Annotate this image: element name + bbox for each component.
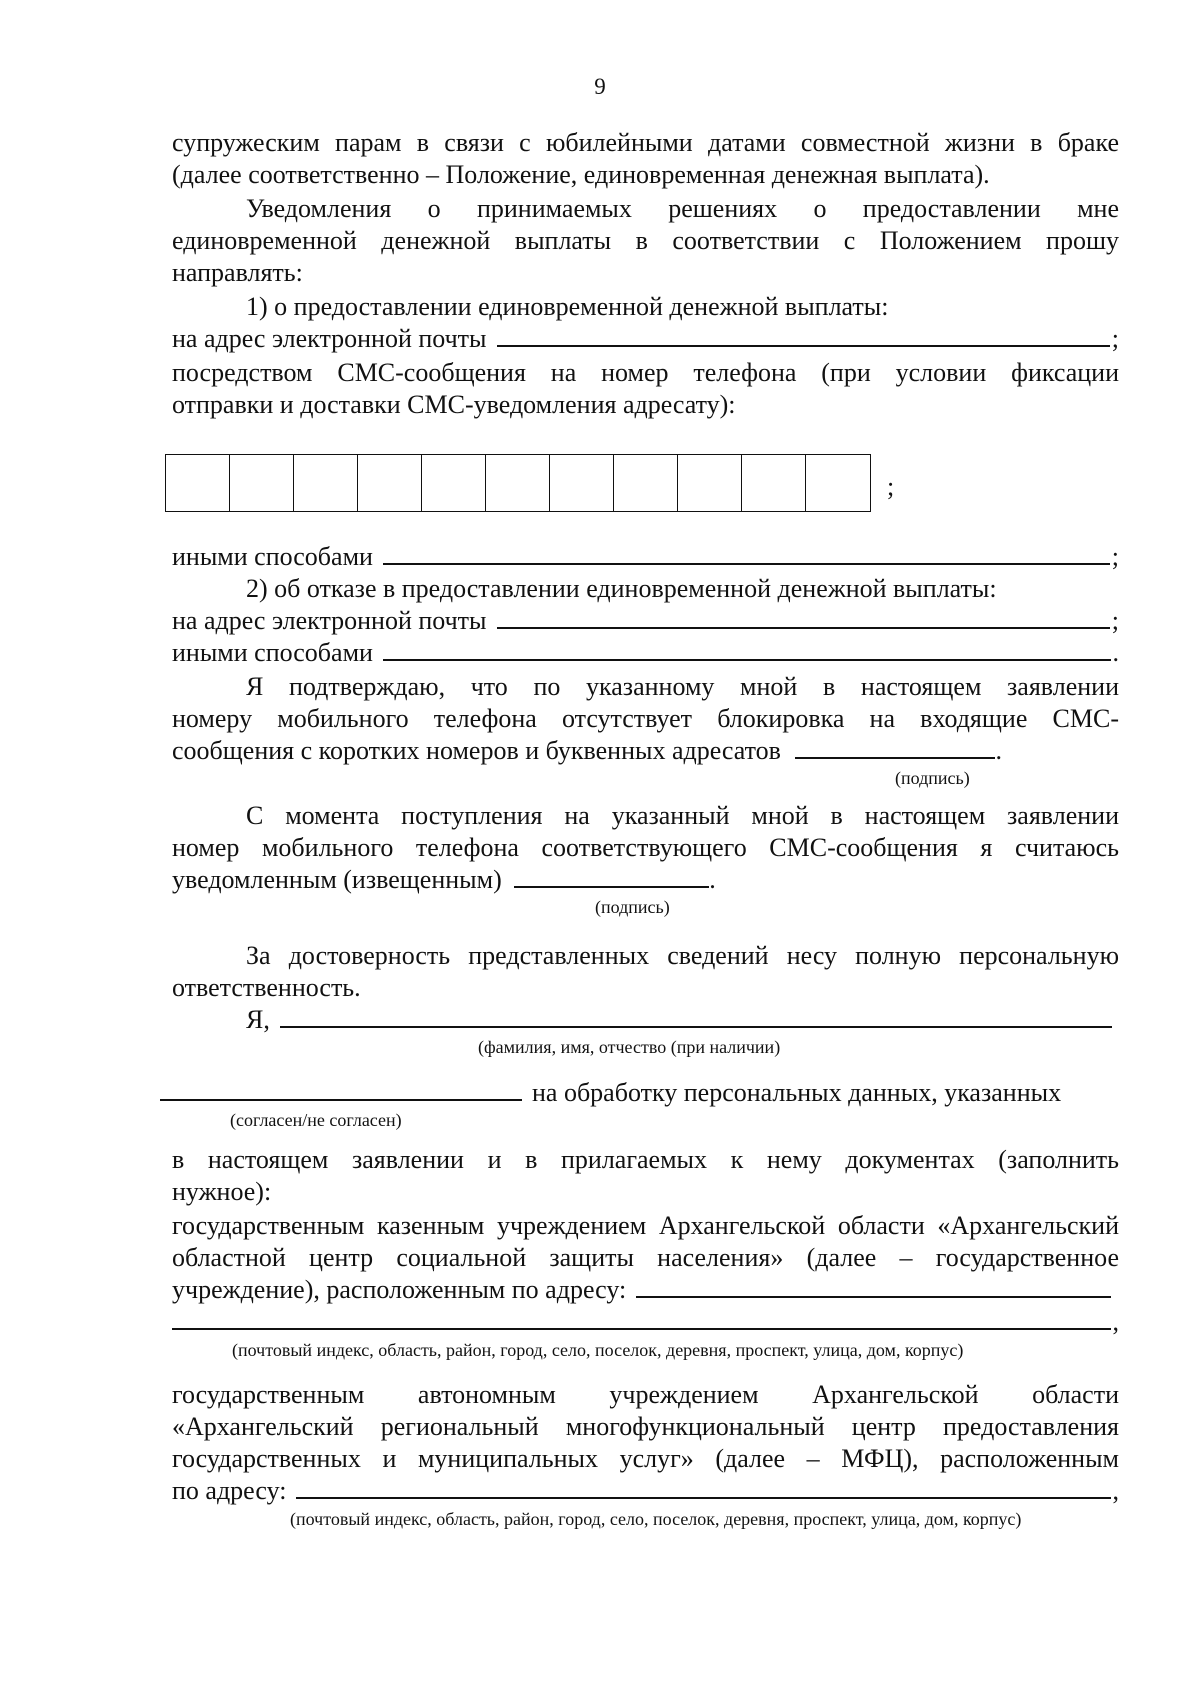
moment-line-3: уведомленным (извещенным) <box>172 865 502 894</box>
institution-address-field-1[interactable] <box>636 1274 1111 1298</box>
institution-line-2: областной центр социальной защиты населения» (далее – государственное <box>172 1243 1119 1272</box>
mfc-line-2: «Архангельский региональный многофункциональный центр предоставления <box>172 1412 1119 1441</box>
consent-name-row <box>246 1004 1112 1036</box>
confirm-signature-field[interactable] <box>795 735 995 759</box>
phone-digit-cell[interactable] <box>358 455 422 511</box>
notify-line-1: Уведомления о принимаемых решениях о предоставлении мне <box>246 194 1119 223</box>
moment-signature-field[interactable] <box>514 864 709 888</box>
institution-address-caption: (почтовый индекс, область, район, город, село, поселок, деревня, проспект, улица, дом, корпус) <box>232 1340 964 1360</box>
grant-other-semicolon: ; <box>1111 542 1119 571</box>
grant-email-semicolon: ; <box>1111 324 1119 353</box>
responsibility-line-2: ответственность. <box>172 973 361 1002</box>
grant-other-field[interactable] <box>383 541 1110 565</box>
institution-comma: , <box>1112 1307 1119 1336</box>
moment-line-3-row <box>172 864 1119 896</box>
refusal-other-period: . <box>1112 638 1119 667</box>
phone-number-grid <box>165 454 871 512</box>
consent-agree-row <box>160 1077 1120 1109</box>
institution-line-3: учреждение), расположенным по адресу: <box>172 1275 627 1304</box>
grant-other-label: иными способами <box>172 542 373 571</box>
confirm-line-3-row <box>172 735 1119 767</box>
confirm-signature-caption: (подпись) <box>895 768 970 788</box>
consent-agree-caption: (согласен/не согласен) <box>230 1110 402 1130</box>
phone-digit-cell[interactable] <box>742 455 806 511</box>
grant-sms-line-2: отправки и доставки СМС-уведомления адресату): <box>172 390 736 419</box>
confirm-line-2: номеру мобильного телефона отсутствует блокировка на входящие СМС- <box>172 704 1119 733</box>
consent-i-label: Я, <box>246 1005 270 1034</box>
mfc-comma: , <box>1112 1476 1119 1505</box>
moment-period: . <box>709 865 716 894</box>
phone-digit-cell[interactable] <box>230 455 294 511</box>
intro-line-2: (далее соответственно – Положение, единовременная денежная выплата). <box>172 160 990 189</box>
mfc-address-row <box>172 1475 1119 1507</box>
refusal-email-semicolon: ; <box>1111 606 1119 635</box>
refusal-other-label: иными способами <box>172 638 373 667</box>
mfc-address-caption: (почтовый индекс, область, район, город, село, поселок, деревня, проспект, улица, дом, корпус) <box>290 1509 1022 1529</box>
refusal-email-label: на адрес электронной почты <box>172 606 487 635</box>
moment-line-1: С момента поступления на указанный мной в настоящем заявлении <box>246 801 1119 830</box>
grant-email-row <box>172 323 1119 355</box>
page-number: 9 <box>594 74 606 99</box>
refusal-other-row <box>172 637 1119 669</box>
grant-email-label: на адрес электронной почты <box>172 324 487 353</box>
refusal-heading: 2) об отказе в предоставлении единовременной денежной выплаты: <box>246 574 997 603</box>
phone-semicolon: ; <box>887 472 895 501</box>
consent-processing-text: на обработку персональных данных, указанных <box>532 1078 1062 1107</box>
phone-digit-cell[interactable] <box>294 455 358 511</box>
grant-sms-line-1: посредством СМС-сообщения на номер телефона (при условии фиксации <box>172 358 1119 387</box>
institution-line-1: государственным казенным учреждением Архангельской области «Архангельский <box>172 1211 1119 1240</box>
phone-digit-cell[interactable] <box>678 455 742 511</box>
consent-line-3: в настоящем заявлении и в прилагаемых к нему документах (заполнить <box>172 1145 1119 1174</box>
mfc-line-4: по адресу: <box>172 1476 287 1505</box>
institution-address-row-2 <box>172 1306 1119 1338</box>
refusal-email-field[interactable] <box>497 605 1110 629</box>
intro-line-1: супружеским парам в связи с юбилейными датами совместной жизни в браке <box>172 128 1119 157</box>
institution-address-field-2[interactable] <box>172 1306 1111 1330</box>
notify-line-2: единовременной денежной выплаты в соответствии с Положением прошу <box>172 226 1119 255</box>
mfc-line-1: государственным автономным учреждением Архангельской области <box>172 1380 1119 1409</box>
institution-address-row-1 <box>172 1274 1119 1306</box>
confirm-line-1: Я подтверждаю, что по указанному мной в настоящем заявлении <box>246 672 1119 701</box>
phone-digit-cell[interactable] <box>614 455 678 511</box>
consent-name-caption: (фамилия, имя, отчество (при наличии) <box>478 1037 781 1057</box>
grant-email-field[interactable] <box>497 323 1110 347</box>
refusal-email-row <box>172 605 1119 637</box>
phone-digit-cell[interactable] <box>806 455 870 511</box>
notify-line-3: направлять: <box>172 258 303 287</box>
grant-heading: 1) о предоставлении единовременной денежной выплаты: <box>246 292 889 321</box>
mfc-address-field[interactable] <box>296 1475 1110 1499</box>
confirm-line-3: сообщения с коротких номеров и буквенных адресатов <box>172 736 781 765</box>
phone-digit-cell[interactable] <box>166 455 230 511</box>
moment-line-2: номер мобильного телефона соответствующего СМС-сообщения я считаюсь <box>172 833 1119 862</box>
phone-digit-cell[interactable] <box>550 455 614 511</box>
confirm-period: . <box>995 736 1002 765</box>
moment-signature-caption: (подпись) <box>595 897 670 917</box>
grant-other-row <box>172 541 1119 573</box>
phone-digit-cell[interactable] <box>422 455 486 511</box>
phone-digit-cell[interactable] <box>486 455 550 511</box>
responsibility-line-1: За достоверность представленных сведений несу полную персональную <box>246 941 1119 970</box>
consent-name-field[interactable] <box>280 1004 1112 1028</box>
consent-agree-field[interactable] <box>160 1077 522 1101</box>
refusal-other-field[interactable] <box>383 637 1111 661</box>
mfc-line-3: государственных и муниципальных услуг» (далее – МФЦ), расположенным <box>172 1444 1119 1473</box>
consent-line-4: нужное): <box>172 1177 272 1206</box>
